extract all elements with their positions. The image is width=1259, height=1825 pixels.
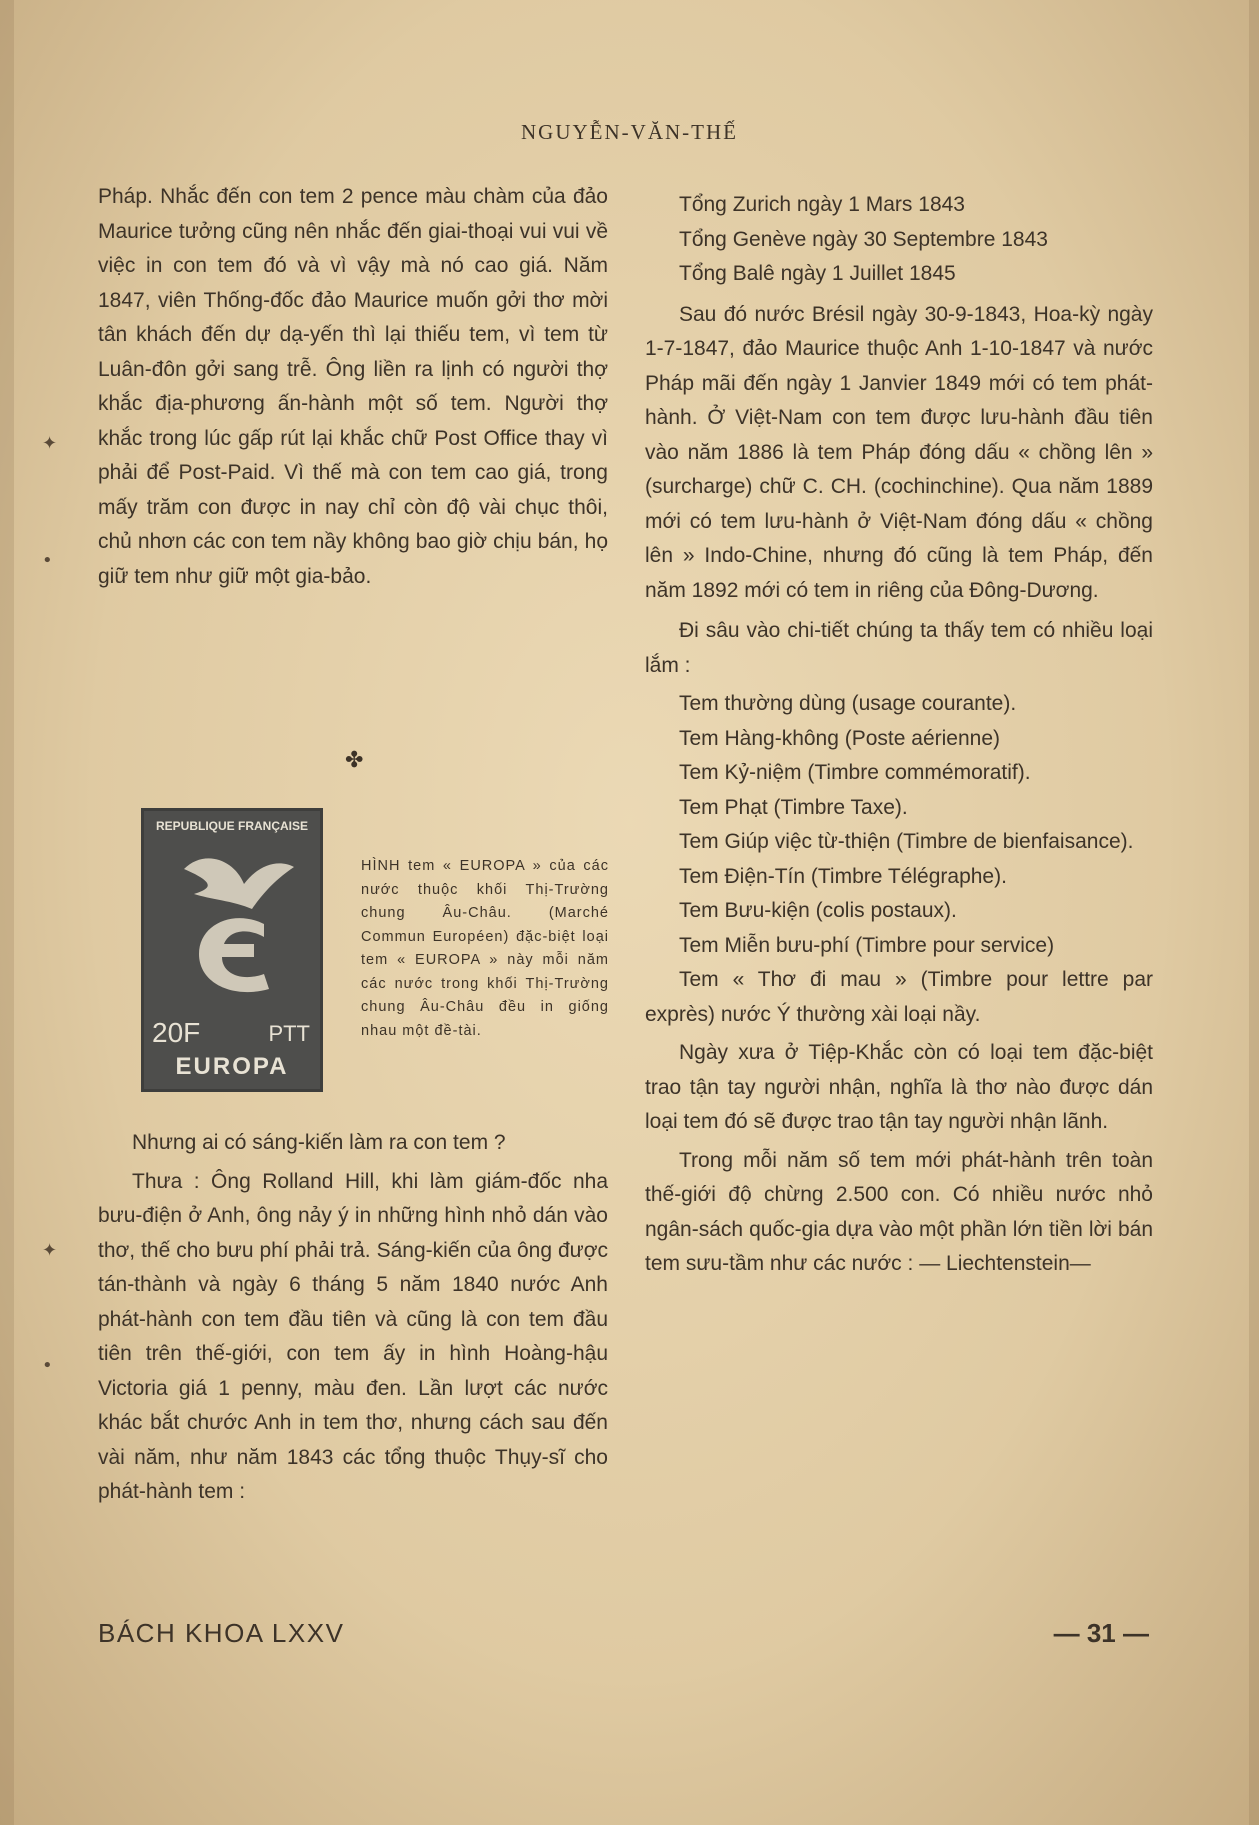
- stamp-type-item: Tem Hàng-không (Poste aérienne): [679, 726, 1001, 750]
- image-caption: HÌNH tem « EUROPA » của các nước thuộc khối Thị-Trường chung Âu-Châu. (Marché Commun Européen) đặc-biệt loại tem « EUROPA » này mỗi năm các nước trong khối Thị-Trường chung Âu-Châu đều in giống nhau một đề-tài.: [361, 858, 609, 1039]
- left-column: [98, 180, 608, 594]
- left-column-lower: [98, 1126, 608, 1510]
- page-left-edge: [0, 0, 14, 1825]
- page-header: NGUYỄN-VĂN-THẾ: [521, 120, 738, 144]
- dove-e-icon: [164, 839, 304, 1009]
- stamp-type-item: Tem Kỷ-niệm (Timbre commémoratif).: [679, 761, 1031, 784]
- right-column: [645, 188, 1153, 1282]
- page-number: — 31 —: [1053, 1618, 1149, 1648]
- binding-mark: ✦: [42, 433, 58, 454]
- stamp-type-item: Tem thường dùng (usage courante).: [679, 692, 1017, 715]
- paragraph: Trong mỗi năm số tem mới phát-hành trên toàn thế-giới độ chừng 2.500 con. Có nhiều nước nhỏ ngân-sách quốc-gia dựa vào một phần lớn tiền lời bán tem sưu-tầm như các nước : — Liechtenstein—: [645, 1148, 1153, 1275]
- binding-mark: •: [42, 550, 53, 571]
- stamp-type-item: Tem Bưu-kiện (colis postaux).: [679, 899, 957, 922]
- binding-mark: •: [42, 1355, 53, 1376]
- magazine-issue-label: BÁCH KHOA LXXV: [98, 1618, 345, 1648]
- section-ornament: ✤: [345, 748, 364, 773]
- paragraph: Đi sâu vào chi-tiết chúng ta thấy tem có nhiều loại lắm :: [645, 619, 1153, 677]
- stamp-type-item: Tem « Thơ đi mau » (Timbre pour lettre par exprès) nước Ý thường xài loại nầy.: [645, 968, 1153, 1026]
- paragraph: Nhưng ai có sáng-kiến làm ra con tem ?: [132, 1131, 506, 1154]
- europa-stamp-image: [141, 808, 323, 1092]
- page-right-edge: [1249, 0, 1259, 1825]
- stamp-country-text: REPUBLIQUE FRANÇAISE: [155, 819, 308, 833]
- canton-line: Tổng Genève ngày 30 Septembre 1843: [679, 227, 1048, 251]
- stamp-value: 20F: [152, 1017, 201, 1048]
- canton-line: Tổng Zurich ngày 1 Mars 1843: [679, 193, 965, 216]
- paragraph: Pháp. Nhắc đến con tem 2 pence màu chàm của đảo Maurice tưởng cũng nên nhắc đến giai-thoại vui vui về việc in con tem đó và vì vậy mà nó cao giá. Năm 1847, viên Thống-đốc đảo Maurice muốn gởi thơ mời tân khách đến dự dạ-yến thì lại thiếu tem, vì tem từ Luân-đôn gởi sang trễ. Ông liền ra lịnh có người thợ khắc địa-phương ấn-hành một số tem. Người thợ khắc trong lúc gấp rút lại khắc chữ Post Office thay vì phải để Post-Paid. Vì thế mà con tem cao giá, trong mấy trăm con được in nay chỉ còn độ vài chục thôi, chủ nhơn các con tem nầy không bao giờ chịu bán, họ giữ tem như giữ một gia-bảo.: [98, 185, 608, 588]
- stamp-type-item: Tem Phạt (Timbre Taxe).: [679, 795, 908, 819]
- stamp-type-item: Tem Miễn bưu-phí (Timbre pour service): [679, 933, 1055, 957]
- stamp-type-item: Tem Giúp việc từ-thiện (Timbre de bienfaisance).: [679, 830, 1134, 853]
- paragraph: Sau đó nước Brésil ngày 30-9-1843, Hoa-kỳ ngày 1-7-1847, đảo Maurice thuộc Anh 1-10-1847 và nước Pháp mãi đến ngày 1 Janvier 1849 mới có tem phát-hành. Ở Việt-Nam con tem được lưu-hành đầu tiên vào năm 1886 là tem Pháp đóng dấu « chồng lên » (surcharge) chữ C. CH. (cochinchine). Qua năm 1889 mới có tem lưu-hành ở Việt-Nam đóng dấu « chồng lên » Indo-Chine, nhưng đó cũng là tem Pháp, đến năm 1892 mới có tem in riêng của Đông-Dương.: [645, 302, 1153, 602]
- stamp-ptt: PTT: [268, 1021, 310, 1046]
- paragraph: Ngày xưa ở Tiệp-Khắc còn có loại tem đặc-biệt trao tận tay người nhận, nghĩa là thơ nào được dán loại tem đó sẽ được trao tận tay người nhận lãnh.: [645, 1041, 1153, 1133]
- stamp-europa-text: EUROPA: [175, 1053, 289, 1080]
- binding-mark: ✦: [42, 1240, 58, 1261]
- canton-line: Tổng Balê ngày 1 Juillet 1845: [679, 262, 956, 285]
- stamp-type-item: Tem Điện-Tín (Timbre Télégraphe).: [679, 864, 1007, 888]
- paragraph: Thưa : Ông Rolland Hill, khi làm giám-đốc nha bưu-điện ở Anh, ông nảy ý in những hình nhỏ dán vào thơ, thế cho bưu phí phải trả. Sáng-kiến của ông được tán-thành và ngày 6 tháng 5 năm 1840 nước Anh phát-hành con tem đầu tiên và cũng là con tem đầu tiên trên thế-giới, con tem ấy in hình Hoàng-hậu Victoria giá 1 penny, màu đen. Lần lượt các nước khác bắt chước Anh in tem thơ, nhưng cách sau đến vài năm, như năm 1843 các tổng thuộc Thụy-sĩ cho phát-hành tem :: [98, 1169, 608, 1503]
